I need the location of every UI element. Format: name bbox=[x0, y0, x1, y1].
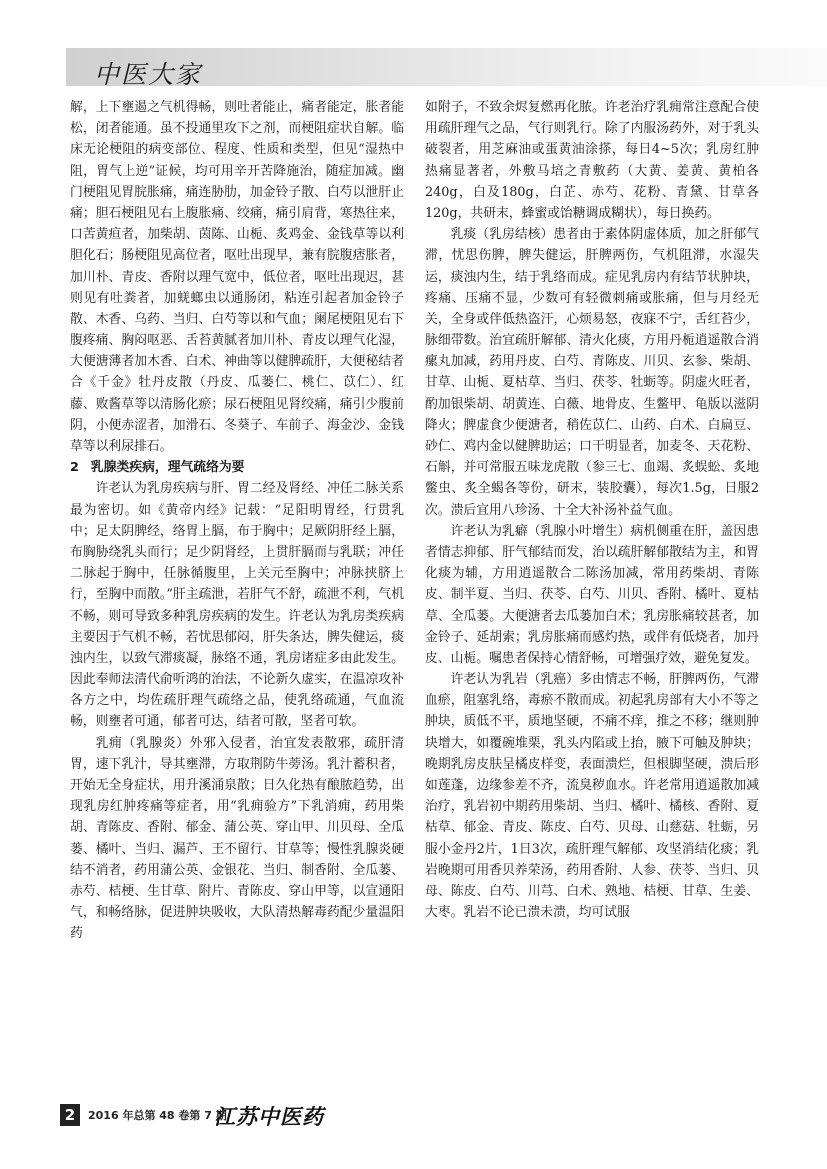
paragraph: 乳痈（乳腺炎）外邪入侵者，治宜发表散邪，疏肝清胃，速下乳汁，导其壅滞，方取荆防牛蒡汤。乳汁蓄积者，开始无全身症状，用升溪涌泉散；日久化热有酿脓趋势，出现乳房红肿疼痛等症者，用“乳痈验方”下乳消痈，药用柴胡、青陈皮、香附、郁金、蒲公英、穿山甲、川贝母、全瓜蒌、橘叶、当归、漏芦、王不留行、甘草等；慢性乳腺炎硬结不消者，药用蒲公英、金银花、当归、制香附、全瓜蒌、赤芍、桔梗、生甘草、附片、青陈皮、穿山甲等，以宣通阳气，和畅络脉，促进肿块吸收，大队清热解毒药配少量温阳药 bbox=[70, 735, 404, 942]
paragraph: 如附子，不致余烬复燃再化脓。许老治疗乳痈常注意配合使用疏肝理气之品，气行则乳行。除了内服汤药外，对于乳头破裂者，用芝麻油或蛋黄油涂搽，每日4~5次；乳房红肿热痛显著者，外敷马培之青敷药（大黄、姜黄、黄柏各240g，白及180g，白芷、赤芍、花粉、青黛、甘草各120g，共研末，蜂蜜或饴糖调成糊状），每日换药。 bbox=[425, 100, 759, 221]
left-column bbox=[70, 97, 404, 945]
section-title: 中医大家 bbox=[94, 60, 203, 89]
right-column bbox=[425, 97, 759, 923]
section-heading-text: 乳腺类疾病，理气疏络为要 bbox=[90, 460, 245, 476]
page-footer bbox=[0, 1104, 827, 1128]
issue-info: 2016 年总第 48 卷第 7 期 bbox=[88, 1109, 227, 1122]
paragraph: 乳痰（乳房结核）患者由于素体阴虚体质，加之肝郁气滞，忧思伤脾，脾失健运，肝脾两伤，气机阻滞，水湿失运，痰浊内生，结于乳络而成。症见乳房内有结节状肿块，疼痛、压痛不显，少数可有轻微刺痛或胀痛，但与月经无关，全身或伴低热盗汗，心烦易怒，夜寐不宁，舌红苔少，脉细带数。治宜疏肝解郁、清火化痰，方用丹栀逍遥散合消瘰丸加减，药用丹皮、白芍、青陈皮、川贝、玄参、柴胡、甘草、山栀、夏枯草、当归、茯苓、牡蛎等。阴虚火旺者，酌加银柴胡、胡黄连、白薇、地骨皮、生鳖甲、龟版以滋阴降火；脾虚食少便溏者，稍佐苡仁、山药、白术、白扁豆、砂仁、鸡内金以健脾助运；口干明显者，加麦冬、天花粉、石斛，并可常服五味龙虎散（参三七、血竭、炙蜈蚣、炙地鳖虫、炙全蝎各等份，研末，装胶囊），每次1.5g，日服2次。溃后宜用八珍汤、十全大补汤补益气血。 bbox=[425, 227, 759, 518]
paragraph: 许老认为乳房疾病与肝、胃二经及肾经、冲任二脉关系最为密切。如《黄帝内经》记载：“足阳明胃经，行贯乳中；足太阴脾经，络胃上膈，布于胸中；足厥阴肝经上膈，布胸胁绕乳头而行；足少阴肾经，上贯肝膈而与乳联；冲任二脉起于胸中，任脉循腹里，上关元至胸中；冲脉挟脐上行，至胸中而散。”肝主疏泄，若肝气不舒，疏泄不利，气机不畅，则可导致多种乳房疾病的发生。许老认为乳房类疾病主要因于气机不畅，若忧思郁闷，肝失条达，脾失健运，痰浊内生，以致气滞痰凝，脉络不通，乳房诸症多由此发生。因此奉师法清代俞听鸿的治法，不论新久虚实，在温凉攻补各方之中，均佐疏肝理气疏络之品，使乳络疏通，气血流畅，则壅者可通，郁者可达，结者可散，坚者可软。 bbox=[70, 481, 404, 730]
section-heading bbox=[70, 457, 404, 478]
section-number: 2 bbox=[70, 460, 79, 476]
paragraph: 许老认为乳岩（乳癌）多由情志不畅，肝脾两伤，气滞血瘀，阻塞乳络，毒瘀不散而成。初起乳房部有大小不等之肿块，质低不平，质地坚硬，不痛不痒，推之不移；继则肿块增大，如覆碗堆栗，乳头内陷或上抬，腋下可触及肿块；晚期乳房皮肤呈橘皮样变，表面溃烂，但根脚坚硬，溃后形如莲蓬，边缘参差不齐，流臭秽血水。许老常用逍遥散加减治疗，乳岩初中期药用柴胡、当归、橘叶、橘核、香附、夏枯草、郁金、青皮、陈皮、白芍、贝母、山慈菇、牡蛎，另服小金丹2片，1日3次，疏肝理气解郁、攻坚消结化痰；乳岩晚期可用香贝养荣汤，药用香附、人参、茯苓、当归、贝母、陈皮、白芍、川芎、白术、熟地、桔梗、甘草、生姜、大枣。乳岩不论已溃未溃，均可试服 bbox=[425, 672, 759, 921]
paragraph: 解，上下壅遏之气机得畅，则吐者能止，痛者能定，胀者能松，闭者能通。虽不投通里攻下之剂，而梗阻症状自解。临床无论梗阻的病变部位、程度、性质和类型，但见“湿热中阻，胃气上逆”证候，均可用辛开苦降施治，随症加减。幽门梗阻见胃脘胀痛，痛连胁肋，加金铃子散、白芍以泄肝止痛；胆石梗阻见右上腹胀痛、绞痛，痛引肩背，寒热往来，口苦黄疸者，加柴胡、茵陈、山栀、炙鸡金、金钱草等以利胆化石；肠梗阻见高位者，呕吐出现早，兼有脘腹痞胀者，加川朴、青皮、香附以理气宽中，低位者，呕吐出现迟，甚则见有吐粪者，加蜣螂虫以通肠闭，粘连引起者加金铃子散、木香、乌药、当归、白芍等以和气血；阑尾梗阻见右下腹疼痛、胸闷呕恶、舌苔黄腻者加川朴、青皮以理气化湿，大便溏薄者加木香、白术、神曲等以健脾疏肝，大便秘结者合《千金》牡丹皮散（丹皮、瓜蒌仁、桃仁、苡仁）、红藤、败酱草等以清肠化瘀；尿石梗阻见肾绞痛，痛引少腹前阴，小便赤涩者，加滑石、冬葵子、车前子、海金沙、金钱草等以利尿排石。 bbox=[70, 100, 404, 454]
page-number: 2 bbox=[60, 1104, 80, 1126]
paragraph: 许老认为乳癖（乳腺小叶增生）病机侧重在肝，盖因患者情志抑郁、肝气郁结而发，治以疏肝解郁散结为主，和胃化痰为辅，方用逍遥散合二陈汤加减，常用药柴胡、青陈皮、制半夏、当归、茯苓、白芍、川贝、香附、橘叶、夏枯草、全瓜蒌。大便溏者去瓜蒌加白术；乳房胀痛较甚者，加金铃子、延胡索；乳房胀痛而感灼热，或伴有低烧者，加丹皮、山栀。嘱患者保持心情舒畅，可增强疗效，避免复发。 bbox=[425, 523, 759, 666]
journal-name: 江苏中医药 bbox=[214, 1104, 324, 1129]
